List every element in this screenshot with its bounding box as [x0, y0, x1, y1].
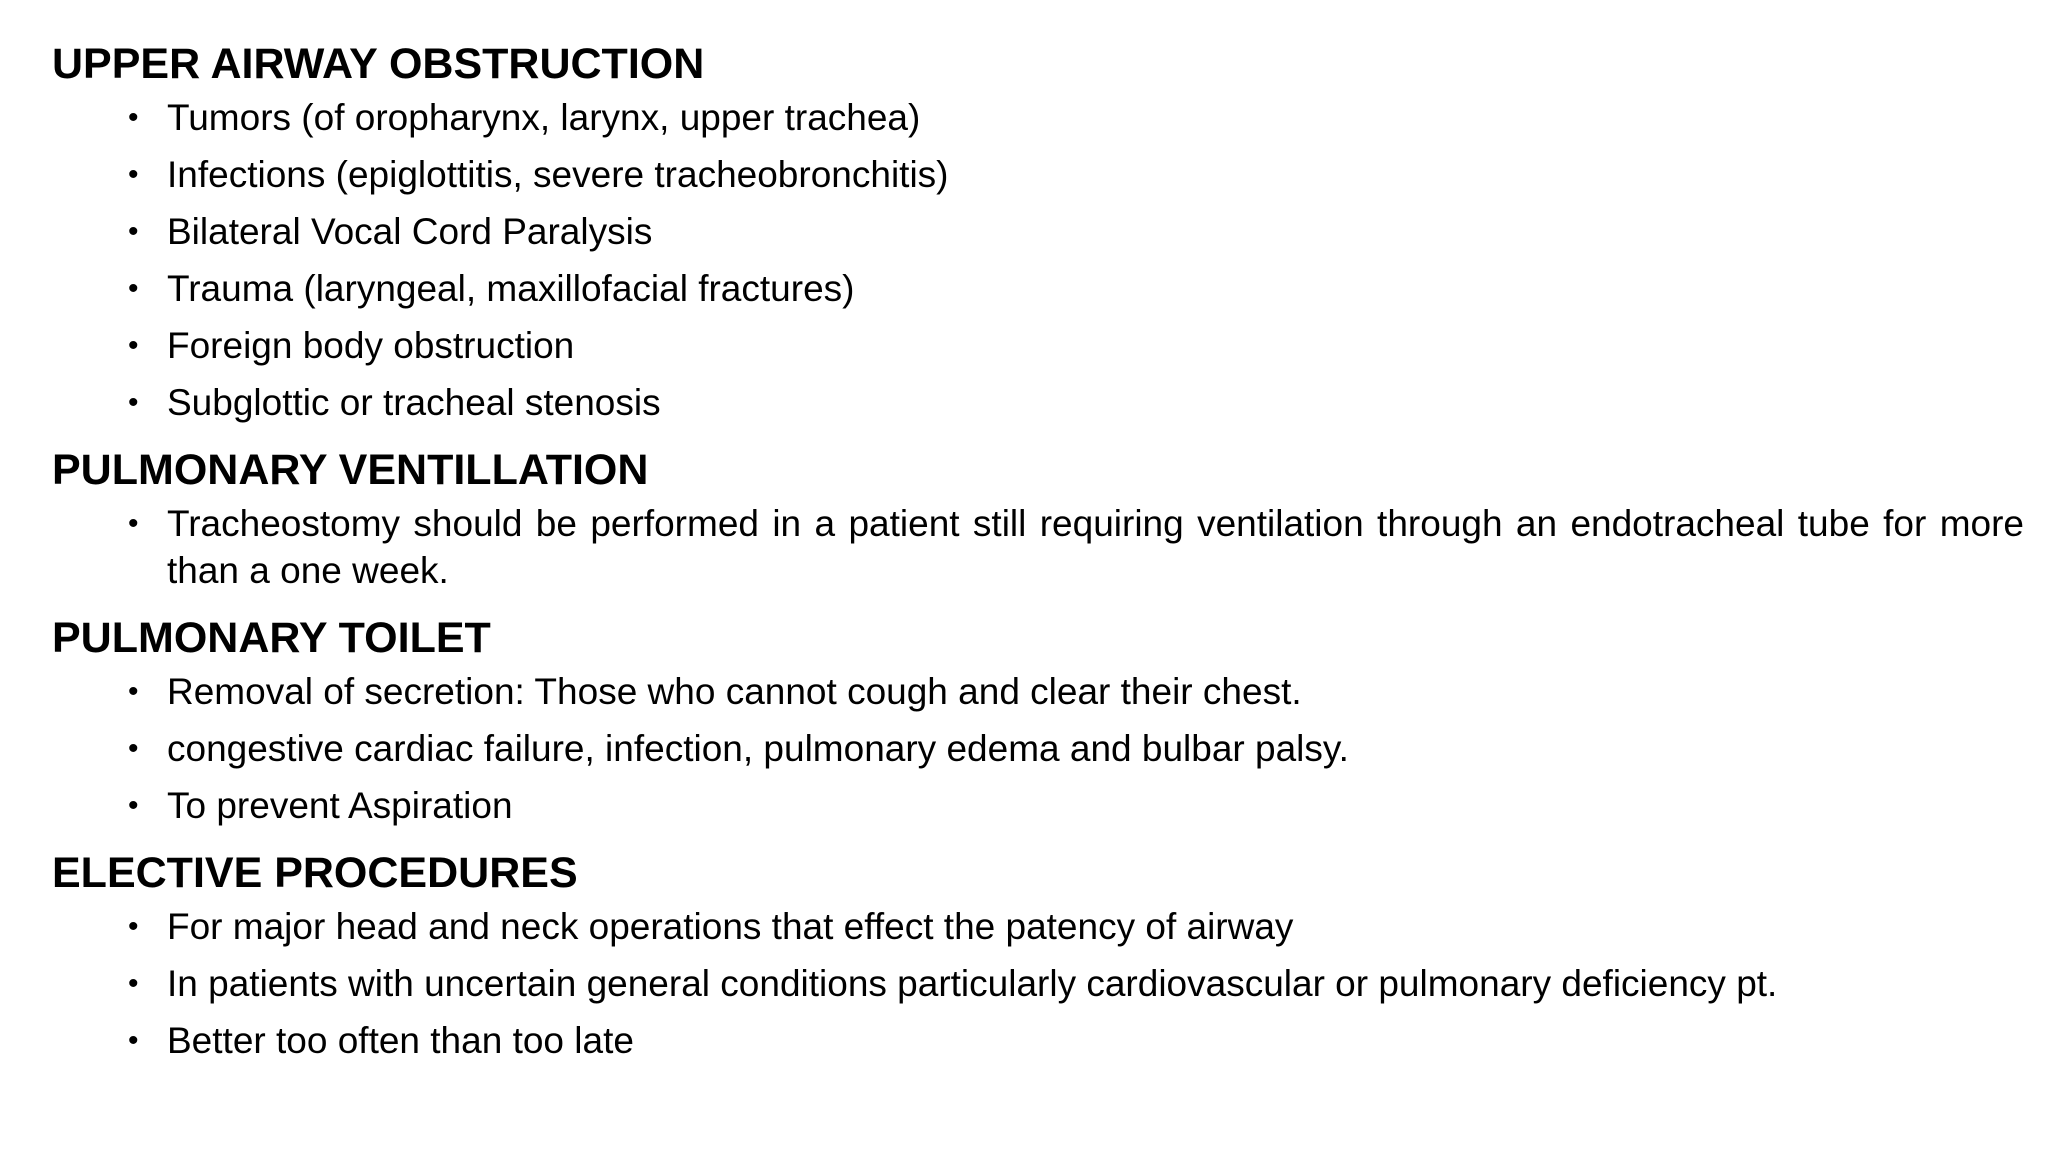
list-item-text: Better too often than too late [167, 1020, 634, 1061]
bullet-icon: • [128, 101, 139, 134]
section-heading: PULMONARY TOILET [52, 614, 491, 662]
list-item [52, 668, 2024, 715]
section-pulmonary-toilet [52, 608, 2024, 829]
list-item [52, 1017, 2024, 1064]
bullet-list [52, 668, 2024, 829]
list-item-text: Tumors (of oropharynx, larynx, upper trachea) [167, 97, 921, 138]
slide-content [52, 34, 2024, 1076]
list-item-text: Subglottic or tracheal stenosis [167, 382, 661, 423]
list-item [52, 782, 2024, 829]
bullet-icon: • [128, 732, 139, 765]
bullet-list [52, 94, 2024, 426]
bullet-icon: • [128, 789, 139, 822]
list-item-text: congestive cardiac failure, infection, pulmonary edema and bulbar palsy. [167, 728, 1349, 769]
list-item [52, 903, 2024, 950]
list-item-text: Foreign body obstruction [167, 325, 575, 366]
list-item-text: For major head and neck operations that effect the patency of airway [167, 906, 1294, 947]
bullet-icon: • [128, 910, 139, 943]
list-item [52, 379, 2024, 426]
bullet-icon: • [128, 507, 139, 540]
list-item-text: To prevent Aspiration [167, 785, 513, 826]
list-item [52, 94, 2024, 141]
bullet-icon: • [128, 272, 139, 305]
list-item [52, 960, 2024, 1007]
bullet-icon: • [128, 329, 139, 362]
list-item-text: Removal of secretion: Those who cannot cough and clear their chest. [167, 671, 1302, 712]
section-heading: UPPER AIRWAY OBSTRUCTION [52, 40, 705, 88]
section-pulmonary-ventillation [52, 440, 2024, 594]
bullet-list [52, 500, 2024, 594]
list-item [52, 208, 2024, 255]
bullet-icon: • [128, 675, 139, 708]
list-item-text: In patients with uncertain general conditions particularly cardiovascular or pulmonary deficiency pt. [167, 963, 1778, 1004]
list-item [52, 151, 2024, 198]
bullet-icon: • [128, 1024, 139, 1057]
bullet-icon: • [128, 386, 139, 419]
section-upper-airway-obstruction [52, 34, 2024, 426]
bullet-list [52, 903, 2024, 1064]
list-item-text: Infections (epiglottitis, severe tracheobronchitis) [167, 154, 949, 195]
section-heading: ELECTIVE PROCEDURES [52, 849, 578, 897]
bullet-icon: • [128, 967, 139, 1000]
bullet-icon: • [128, 158, 139, 191]
list-item [52, 500, 2024, 594]
list-item-text: Bilateral Vocal Cord Paralysis [167, 211, 653, 252]
list-item-text: Tracheostomy should be performed in a patient still requiring ventilation through an endotracheal tube for more than a one week. [167, 503, 2024, 591]
list-item [52, 322, 2024, 369]
section-elective-procedures [52, 843, 2024, 1064]
section-heading: PULMONARY VENTILLATION [52, 446, 649, 494]
bullet-icon: • [128, 215, 139, 248]
list-item-text: Trauma (laryngeal, maxillofacial fractures) [167, 268, 855, 309]
list-item [52, 265, 2024, 312]
list-item [52, 725, 2024, 772]
